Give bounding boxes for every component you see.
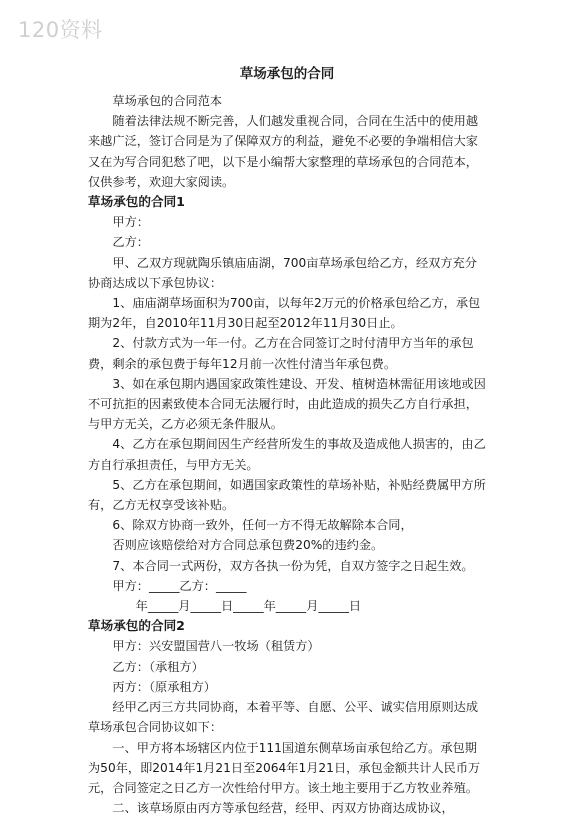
contract1-clause-6: 6、除双方协商一致外，任何一方不得无故解除本合同， [112,518,413,533]
contract2-party-c: 丙方：（原承租方） [112,679,216,694]
contract2-heading: 草场承包的合同2 [88,618,185,634]
contract2-preamble: 经甲乙丙三方共同协商，本着平等、自愿、公平、诚实信用原则达成草场承包合同协议如下： [88,700,479,735]
intro-line: 草场承包的合同范本 [112,94,223,108]
document-page [88,64,486,818]
watermark-text: 120资料 [18,18,103,42]
contract1-clause-4: 4、乙方在承包期间因生产经营所发生的事故及造成他人损害的，由乙方自行承担责任，与甲方无关。 [88,437,486,472]
contract2-clause-1: 一、甲方将本场辖区内位于111国道东侧草场亩承包给乙方。承包期为50年，即2014年1月21日至2064年1月21日，承包金额共计人民币万元，合同签定之日乙方一次性给付甲方。该土地主要用于乙方牧业养殖。 [88,740,481,795]
intro-paragraph: 随着法律法规不断完善，人们越发重视合同，合同在生活中的使用越来越广泛，签订合同是为了保障双方的利益，避免不必要的争端相信大家又在为写合同犯愁了吧，以下是小编帮大家整理的草场承包的合同范本，仅供参考，欢迎大家阅读。 [88,114,479,189]
contract1-clause-6-cont: 否则应该赔偿给对方合同总承包费20%的违约金。 [112,538,384,553]
contract1-signature-line: 甲方：_____乙方：_____ [112,578,247,593]
contract1-clause-5: 5、乙方在承包期间，如遇国家政策性的草场补贴，补贴经费属甲方所有，乙方无权享受该补贴。 [88,477,486,513]
contract2-clause-2: 二、该草场原由丙方等承包经营，经甲、丙双方协商达成协议， [112,801,454,816]
contract1-date-line: 年_____月_____日_____年_____月_____日 [112,599,362,614]
contract1-clause-7: 7、本合同一式两份，双方各执一份为凭，自双方签字之日起生效。 [112,558,474,573]
contract1-preamble: 甲、乙双方现就陶乐镇庙庙湖，700亩草场承包给乙方，经双方充分协商达成以下承包协议： [88,255,477,290]
contract1-clause-1: 1、庙庙湖草场面积为700亩，以每年2万元的价格承包给乙方，承包期为2年，自2010年11月30日起至2012年11月30日止。 [88,296,481,331]
contract2-party-a: 甲方：兴安盟国营八一牧场（租赁方） [112,639,320,654]
contract1-heading: 草场承包的合同1 [88,194,185,210]
contract2-party-b: 乙方：（承租方） [112,659,204,674]
contract1-party-a: 甲方： [112,215,149,230]
contract1-party-b: 乙方： [112,235,149,250]
contract1-clause-2: 2、付款方式为一年一付。乙方在合同签订之时付清甲方当年的承包费，剩余的承包费于每年12月前一次性付清当年承包费。 [88,336,474,371]
contract1-clause-3: 3、如在承包期内遇国家政策性建设、开发、植树造林需征用该地或因不可抗拒的因素致使本合同无法履行时，由此造成的损失乙方自行承担，与甲方无关，乙方必须无条件服从。 [88,376,486,432]
document-title: 草场承包的合同 [239,66,335,82]
